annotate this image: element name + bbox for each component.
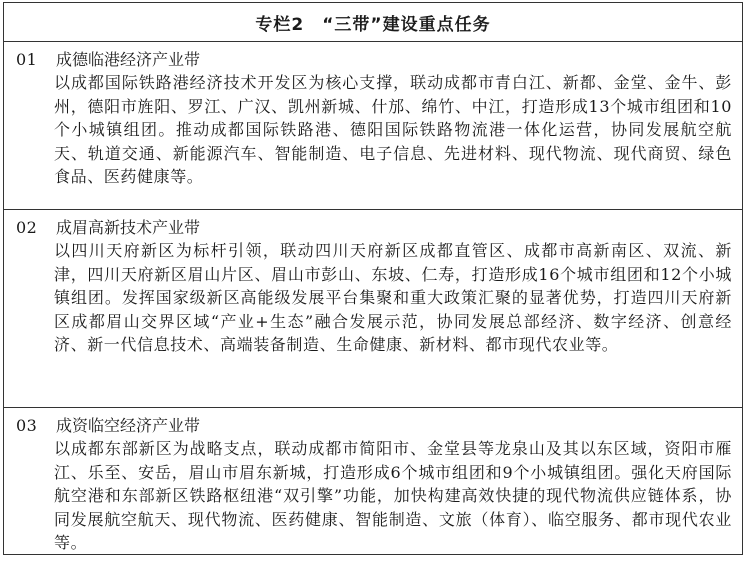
section-body: 以成都东部新区为战略支点，联动成都市简阳市、金堂县等龙泉山及其以东区域，资阳市雁江、乐至、安岳，眉山市眉东新城，打造形成6个城市组团和9个小城镇组团。强化天府国际航空港和东部新区铁路枢纽港“双引擎”功能，加快构建高效快捷的现代物流供应链体系，协同发展航空航天、现代物流、医药健康、智能制造、文旅（体育）、临空服务、都市现代农业等。 — [54, 439, 732, 552]
section-number: 03 — [16, 416, 38, 435]
section-body: 以成都国际铁路港经济技术开发区为核心支撑，联动成都市青白江、新都、金堂、金牛、彭州，德阳市旌阳、罗江、广汉、凯州新城、什邡、绵竹、中江，打造形成13个城市组团和10个小城镇组团。推动成都国际铁路港、德阳国际铁路物流港一体化运营，协同发展航空航天、轨道交通、新能源汽车、智能制造、电子信息、先进材料、现代物流、现代商贸、绿色食品、医药健康等。 — [54, 73, 732, 186]
section-body: 以四川天府新区为标杆引领，联动四川天府新区成都直管区、成都市高新南区、双流、新津，四川天府新区眉山片区、眉山市彭山、东坡、仁寿，打造形成16个城市组团和12个小城镇组团。发挥国家级新区高能级发展平台集聚和重大政策汇聚的显著优势，打造四川天府新区成都眉山交界区域“产业+生态”融合发展示范，协同发展总部经济、数字经济、创意经济、新一代信息技术、高端装备制造、生命健康、新材料、都市现代农业等。 — [54, 241, 732, 354]
section-content — [56, 218, 732, 357]
section-number: 02 — [16, 218, 38, 237]
section-03 — [4, 408, 742, 555]
section-heading: 成眉高新技术产业带 — [56, 218, 201, 237]
section-number: 01 — [16, 50, 38, 69]
feature-box — [3, 2, 743, 555]
section-heading: 成德临港经济产业带 — [56, 50, 201, 69]
box-title: 专栏2 “三带”建设重点任务 — [4, 3, 742, 42]
section-content — [56, 50, 732, 189]
section-content — [56, 416, 732, 555]
section-heading: 成资临空经济产业带 — [56, 416, 201, 435]
section-02 — [4, 210, 742, 408]
section-01 — [4, 42, 742, 210]
